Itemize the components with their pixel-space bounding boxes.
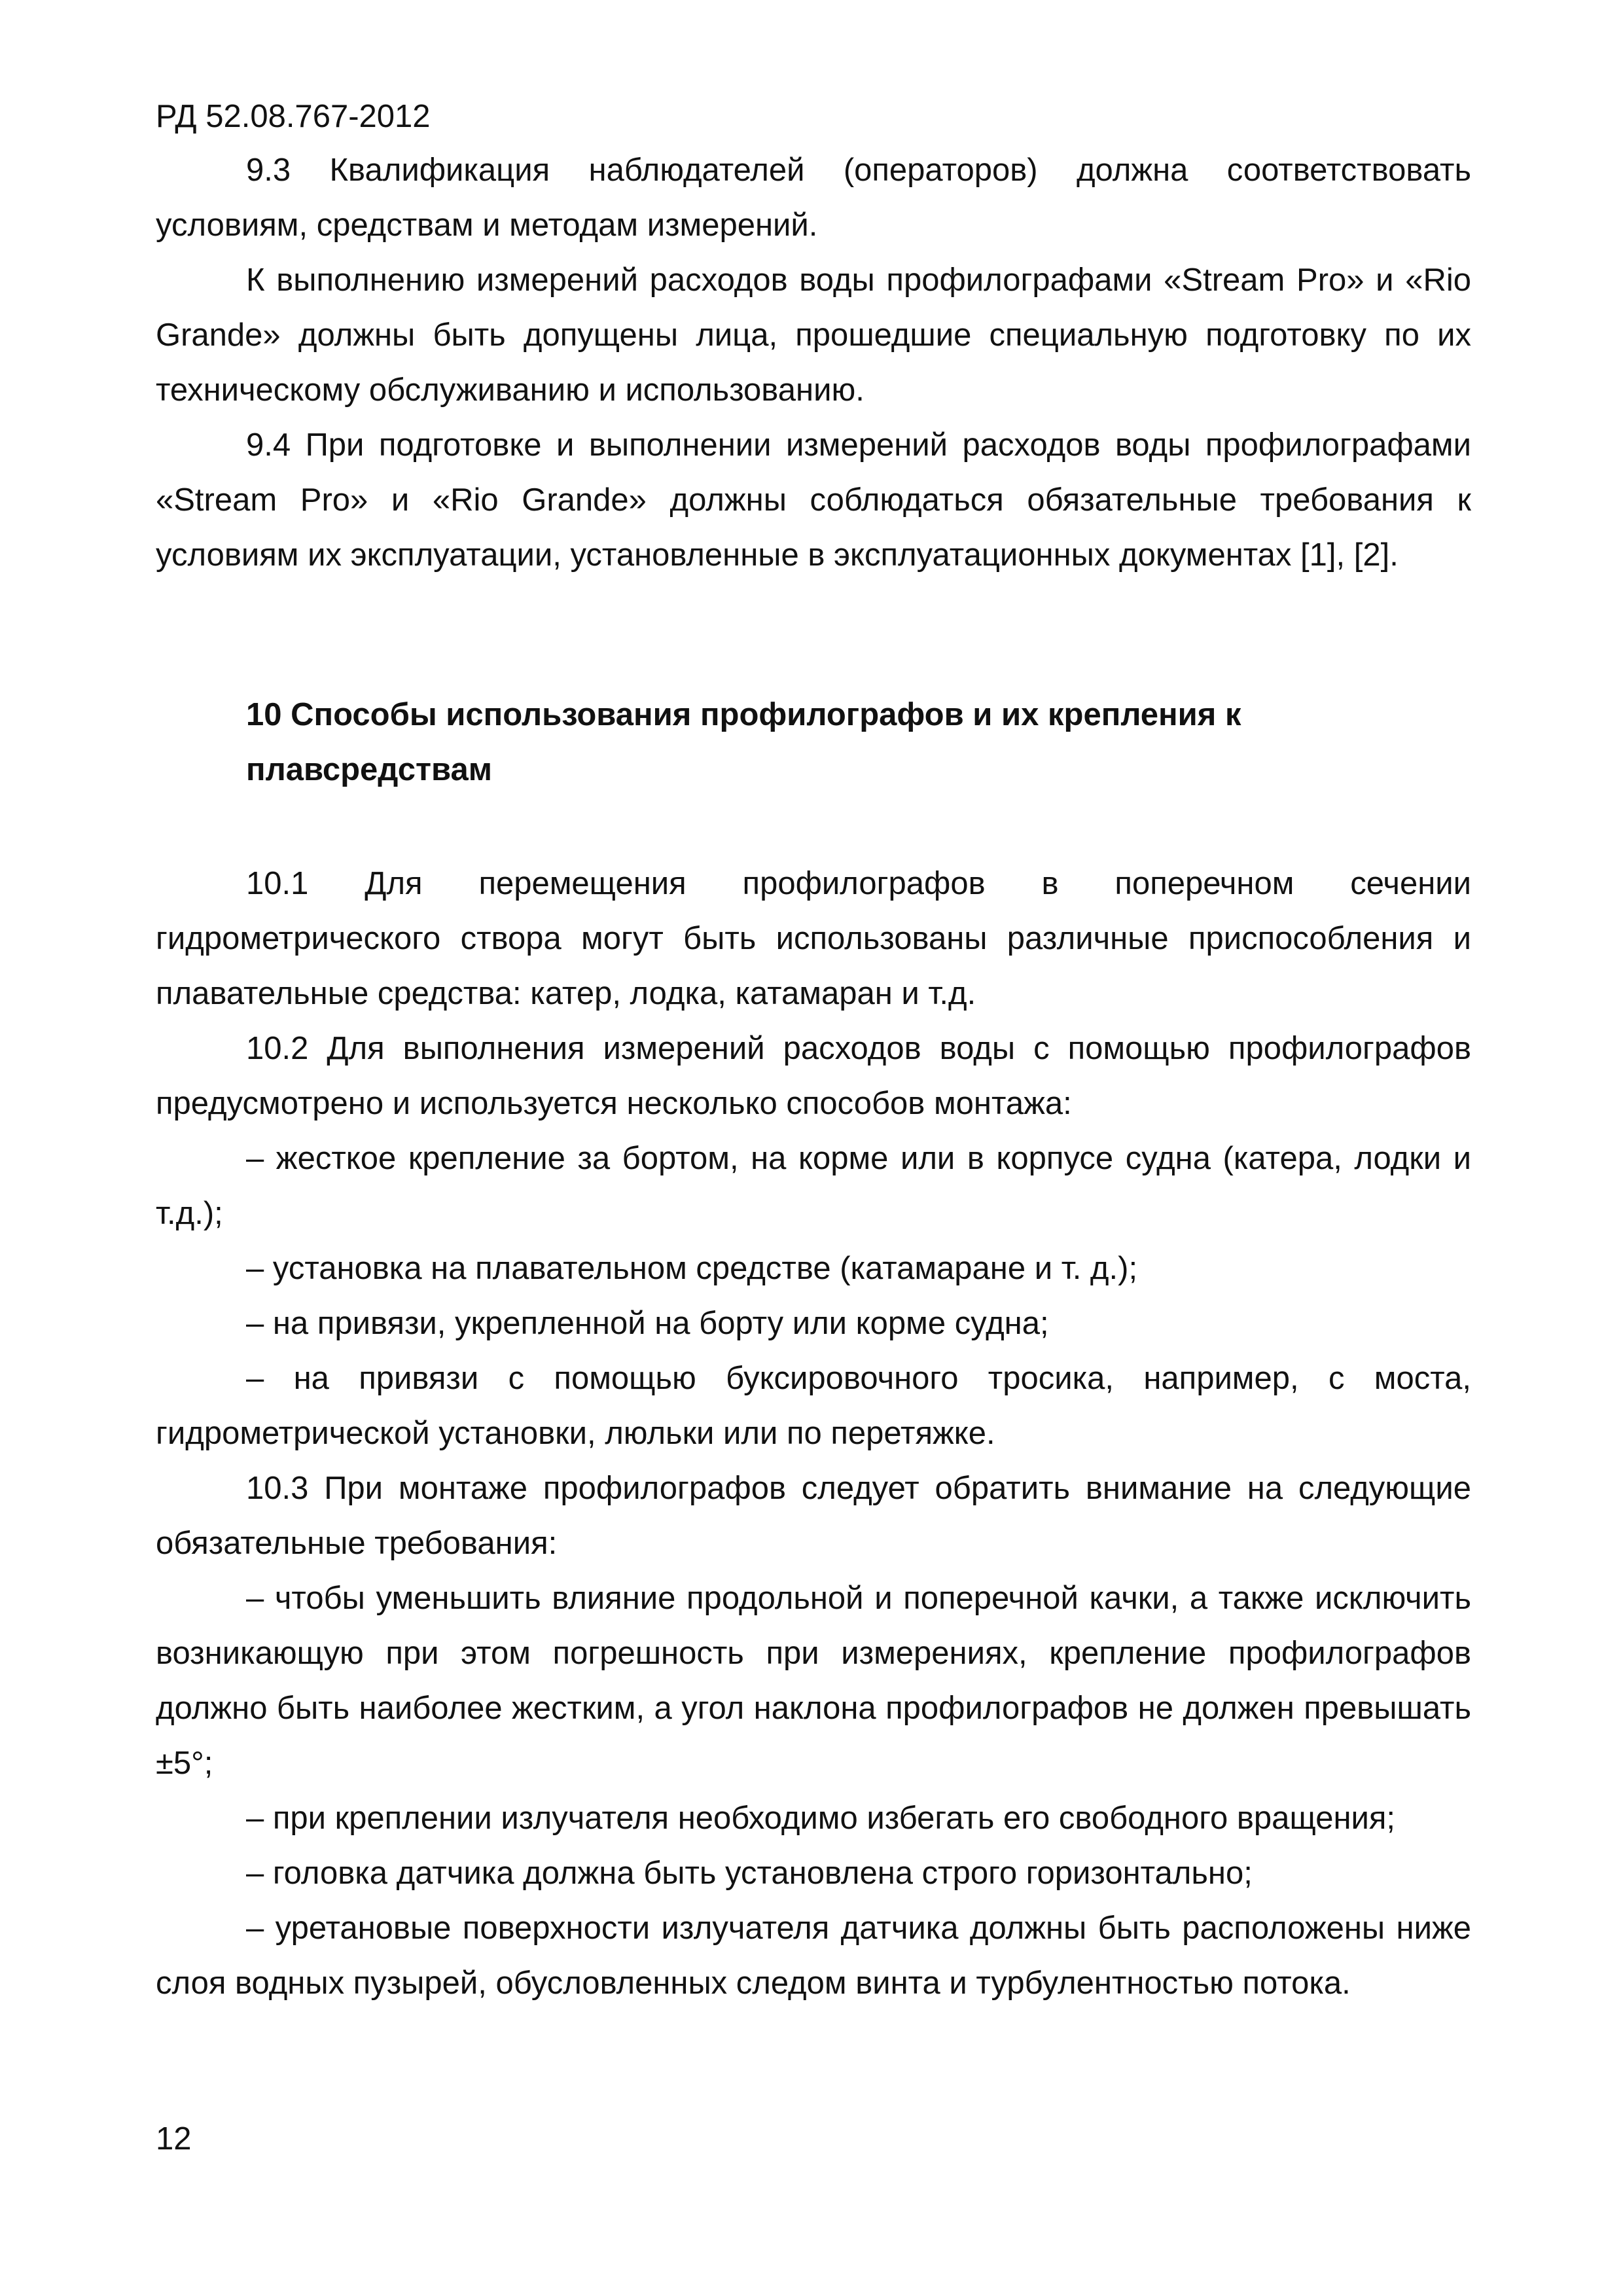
- list-item-rigid-mount: – жесткое крепление за бортом, на корме или в корпусе судна (катера, лодки и т.д.);: [156, 1141, 1471, 1231]
- list-item-floating-craft: – установка на плавательном средстве (катамаране и т. д.);: [246, 1251, 1138, 1286]
- spacer: [156, 583, 1471, 687]
- paragraph-10-2: 10.2 Для выполнения измерений расходов воды с помощью профилографов предусмотрено и используется несколько способов монтажа:: [156, 1031, 1471, 1121]
- spacer: [156, 797, 1471, 856]
- list-item-tether-board: – на привязи, укрепленной на борту или корме судна;: [246, 1306, 1049, 1341]
- paragraph-10-3: 10.3 При монтаже профилографов следует обратить внимание на следующие обязательные требования:: [156, 1471, 1471, 1561]
- list-item-urethane-surfaces: – уретановые поверхности излучателя датчика должны быть расположены ниже слоя водных пузырей, обусловленных следом винта и турбулентностью потока.: [156, 1910, 1471, 2001]
- list-item-horizontal-head: – головка датчика должна быть установлена строго горизонтально;: [246, 1856, 1253, 1891]
- paragraph-9-4: 9.4 При подготовке и выполнении измерений расходов воды профилографами «Stream Pro» и «Rio Grande» должны соблюдаться обязательные требования к условиям их эксплуатации, установленные в эксплуатационных документах [1], [2].: [156, 427, 1471, 573]
- section-10-heading: 10 Способы использования профилографов и их крепления к плавсредствам: [246, 697, 1241, 787]
- list-item-rigidity: – чтобы уменьшить влияние продольной и поперечной качки, а также исключить возникающую при этом погрешность при измерениях, крепление профилографов должно быть наиболее жестким, а угол наклона профилографов не должен превышать ±5°;: [156, 1581, 1471, 1781]
- list-item-tow-rope: – на привязи с помощью буксировочного тросика, например, с моста, гидрометрической установки, люльки или по перетяжке.: [156, 1361, 1471, 1451]
- paragraph-personnel: К выполнению измерений расходов воды профилографами «Stream Pro» и «Rio Grande» должны быть допущены лица, прошедшие специальную подготовку по их техническому обслуживанию и использованию.: [156, 262, 1471, 408]
- list-item-no-rotation: – при креплении излучателя необходимо избегать его свободного вращения;: [246, 1801, 1396, 1836]
- paragraph-9-3: 9.3 Квалификация наблюдателей (операторов) должна соответствовать условиям, средствам и методам измерений.: [156, 152, 1471, 243]
- document-code: РД 52.08.767-2012: [156, 99, 431, 134]
- page-number: 12: [156, 2121, 192, 2157]
- paragraph-10-1: 10.1 Для перемещения профилографов в поперечном сечении гидрометрического створа могут быть использованы различные приспособления и плавательные средства: катер, лодка, катамаран и т.д.: [156, 866, 1471, 1011]
- page-content: [156, 143, 1471, 2011]
